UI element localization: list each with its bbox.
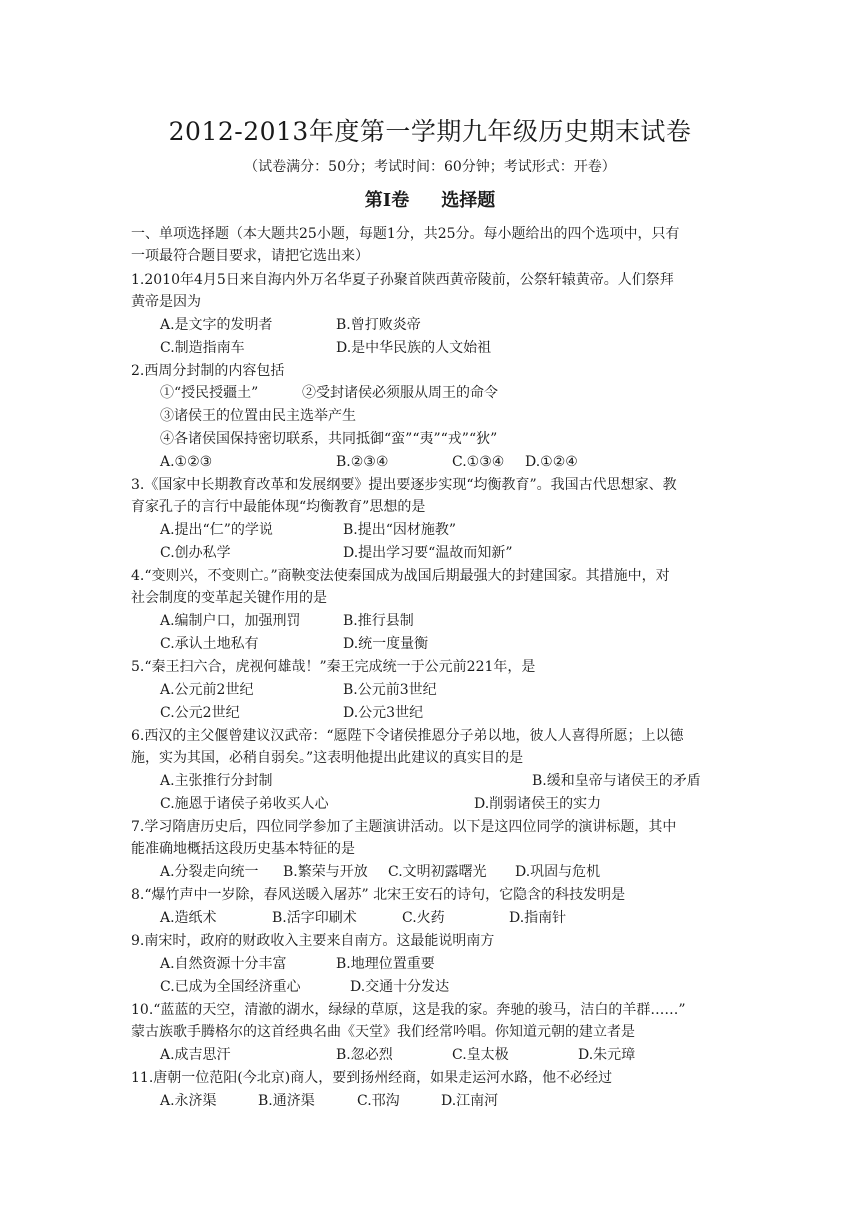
question-1-stem: 1.2010年4月5日来自海内外万名华夏子孙聚首陕西黄帝陵前，公祭轩辕黄帝。人们祭拜 <box>131 272 674 288</box>
question-3-option-d: D.提出学习要“温故而知新” <box>343 545 513 561</box>
exam-subtitle: （试卷满分：50分；考试时间：60分钟；考试形式：开卷） <box>244 159 616 175</box>
exam-title: 2012-2013年度第一学期九年级历史期末试卷 <box>168 117 692 146</box>
question-2-item-4: ④各诸侯国保持密切联系，共同抵御“蛮”“夷”“戎”“狄” <box>160 431 498 447</box>
question-10-option-d: D.朱元璋 <box>578 1047 636 1063</box>
question-11-stem: 11.唐朝一位范阳(今北京)商人，要到扬州经商，如果走运河水路，他不必经过 <box>131 1070 613 1086</box>
question-10-option-b: B.忽必烈 <box>336 1047 393 1063</box>
question-6-option-a: A.主张推行分封制 <box>160 773 273 789</box>
question-5-option-a: A.公元前2世纪 <box>160 682 254 698</box>
question-11-option-d: D.江南河 <box>441 1093 499 1109</box>
question-10-stem: 蒙古族歌手腾格尔的这首经典名曲《天堂》我们经常吟唱。你知道元朝的建立者是 <box>131 1024 635 1040</box>
question-1-option-b: B.曾打败炎帝 <box>336 317 421 333</box>
question-6-option-c: C.施恩于诸侯子弟收买人心 <box>160 796 329 812</box>
question-3-option-b: B.提出“因材施教” <box>343 522 457 538</box>
question-4-option-c: C.承认土地私有 <box>160 636 259 652</box>
question-7-option-a: A.分裂走向统一 <box>160 864 259 880</box>
question-8-option-b: B.活字印刷术 <box>272 910 357 926</box>
question-2-option-b: B.②③④ <box>336 454 389 470</box>
question-2-option-d: D.①②④ <box>525 454 578 470</box>
question-7-stem: 能准确地概括这段历史基本特征的是 <box>131 841 355 857</box>
question-6-option-b: B.缓和皇帝与诸侯王的矛盾 <box>532 773 701 789</box>
question-11-option-b: B.通济渠 <box>258 1093 315 1109</box>
question-5-option-d: D.公元3世纪 <box>343 705 424 721</box>
question-3-option-c: C.创办私学 <box>160 545 231 561</box>
question-1-option-c: C.制造指南车 <box>160 340 245 356</box>
question-4-option-b: B.推行县制 <box>343 613 414 629</box>
question-2-stem: 2.西周分封制的内容包括 <box>131 363 285 379</box>
question-11-option-a: A.永济渠 <box>160 1093 217 1109</box>
question-1-option-d: D.是中华民族的人文始祖 <box>336 340 492 356</box>
section-title <box>0 186 860 212</box>
question-2-option-a: A.①②③ <box>160 454 213 470</box>
question-3-stem: 育家孔子的言行中最能体现“均衡教育”思想的是 <box>131 499 426 515</box>
question-10-option-c: C.皇太极 <box>452 1047 509 1063</box>
question-8-option-d: D.指南针 <box>509 910 567 926</box>
question-1-option-a: A.是文字的发明者 <box>160 317 273 333</box>
question-5-stem: 5.“秦王扫六合，虎视何雄哉！”秦王完成统一于公元前221年，是 <box>131 659 536 675</box>
question-3-stem: 3.《国家中长期教育改革和发展纲要》提出要逐步实现“均衡教育”。我国古代思想家、教 <box>131 477 677 493</box>
question-7-stem: 7.学习隋唐历史后，四位同学参加了主题演讲活动。以下是这四位同学的演讲标题，其中 <box>131 819 677 835</box>
question-10-stem: 10.“蓝蓝的天空，清澈的湖水，绿绿的草原，这是我的家。奔驰的骏马，洁白的羊群……” <box>131 1002 686 1018</box>
instruction-line: 一项最符合题目要求，请把它选出来） <box>131 248 369 264</box>
question-8-option-a: A.造纸术 <box>160 910 217 926</box>
question-4-option-d: D.统一度量衡 <box>343 636 429 652</box>
question-5-option-b: B.公元前3世纪 <box>343 682 437 698</box>
question-10-option-a: A.成吉思汗 <box>160 1047 231 1063</box>
question-6-option-d: D.削弱诸侯王的实力 <box>474 796 602 812</box>
question-3-option-a: A.提出“仁”的学说 <box>160 522 273 538</box>
question-7-option-c: C.文明初露曙光 <box>388 864 487 880</box>
question-2-item-3: ③诸侯王的位置由民主选举产生 <box>160 408 356 424</box>
question-4-option-a: A.编制户口，加强刑罚 <box>160 613 301 629</box>
question-2-item-1: ①“授民授疆土” <box>160 385 259 401</box>
question-9-option-c: C.已成为全国经济重心 <box>160 979 301 995</box>
question-4-stem: 4.“变则兴，不变则亡。”商鞅变法使秦国成为战国后期最强大的封建国家。其措施中，对 <box>131 568 670 584</box>
question-4-stem: 社会制度的变革起关键作用的是 <box>131 590 327 606</box>
question-7-option-b: B.繁荣与开放 <box>283 864 368 880</box>
question-2-option-c: C.①③④ <box>452 454 505 470</box>
question-1-stem: 黄帝是因为 <box>131 294 201 310</box>
question-8-stem: 8.“爆竹声中一岁除，春风送暖入屠苏” 北宋王安石的诗句，它隐含的科技发明是 <box>131 887 626 903</box>
question-11-option-c: C.邗沟 <box>357 1093 400 1109</box>
question-8-option-c: C.火药 <box>402 910 445 926</box>
question-9-option-b: B.地理位置重要 <box>336 956 435 972</box>
question-2-item-2: ②受封诸侯必须服从周王的命令 <box>302 385 498 401</box>
question-5-option-c: C.公元2世纪 <box>160 705 240 721</box>
question-6-stem: 施，实为其国，必稍自弱矣。”这表明他提出此建议的真实目的是 <box>131 750 524 766</box>
instruction-line: 一、单项选择题（本大题共25小题，每题1分，共25分。每小题给出的四个选项中，只有 <box>131 226 680 242</box>
section-part: 第Ⅰ卷 <box>364 190 410 211</box>
question-9-option-a: A.自然资源十分丰富 <box>160 956 287 972</box>
question-6-stem: 6.西汉的主父偃曾建议汉武帝：“愿陛下令诸侯推恩分子弟以地，彼人人喜得所愿；上以德 <box>131 728 684 744</box>
question-7-option-d: D.巩固与危机 <box>515 864 601 880</box>
section-name: 选择题 <box>441 190 496 211</box>
question-9-option-d: D.交通十分发达 <box>350 979 450 995</box>
question-9-stem: 9.南宋时，政府的财政收入主要来自南方。这最能说明南方 <box>131 933 495 949</box>
